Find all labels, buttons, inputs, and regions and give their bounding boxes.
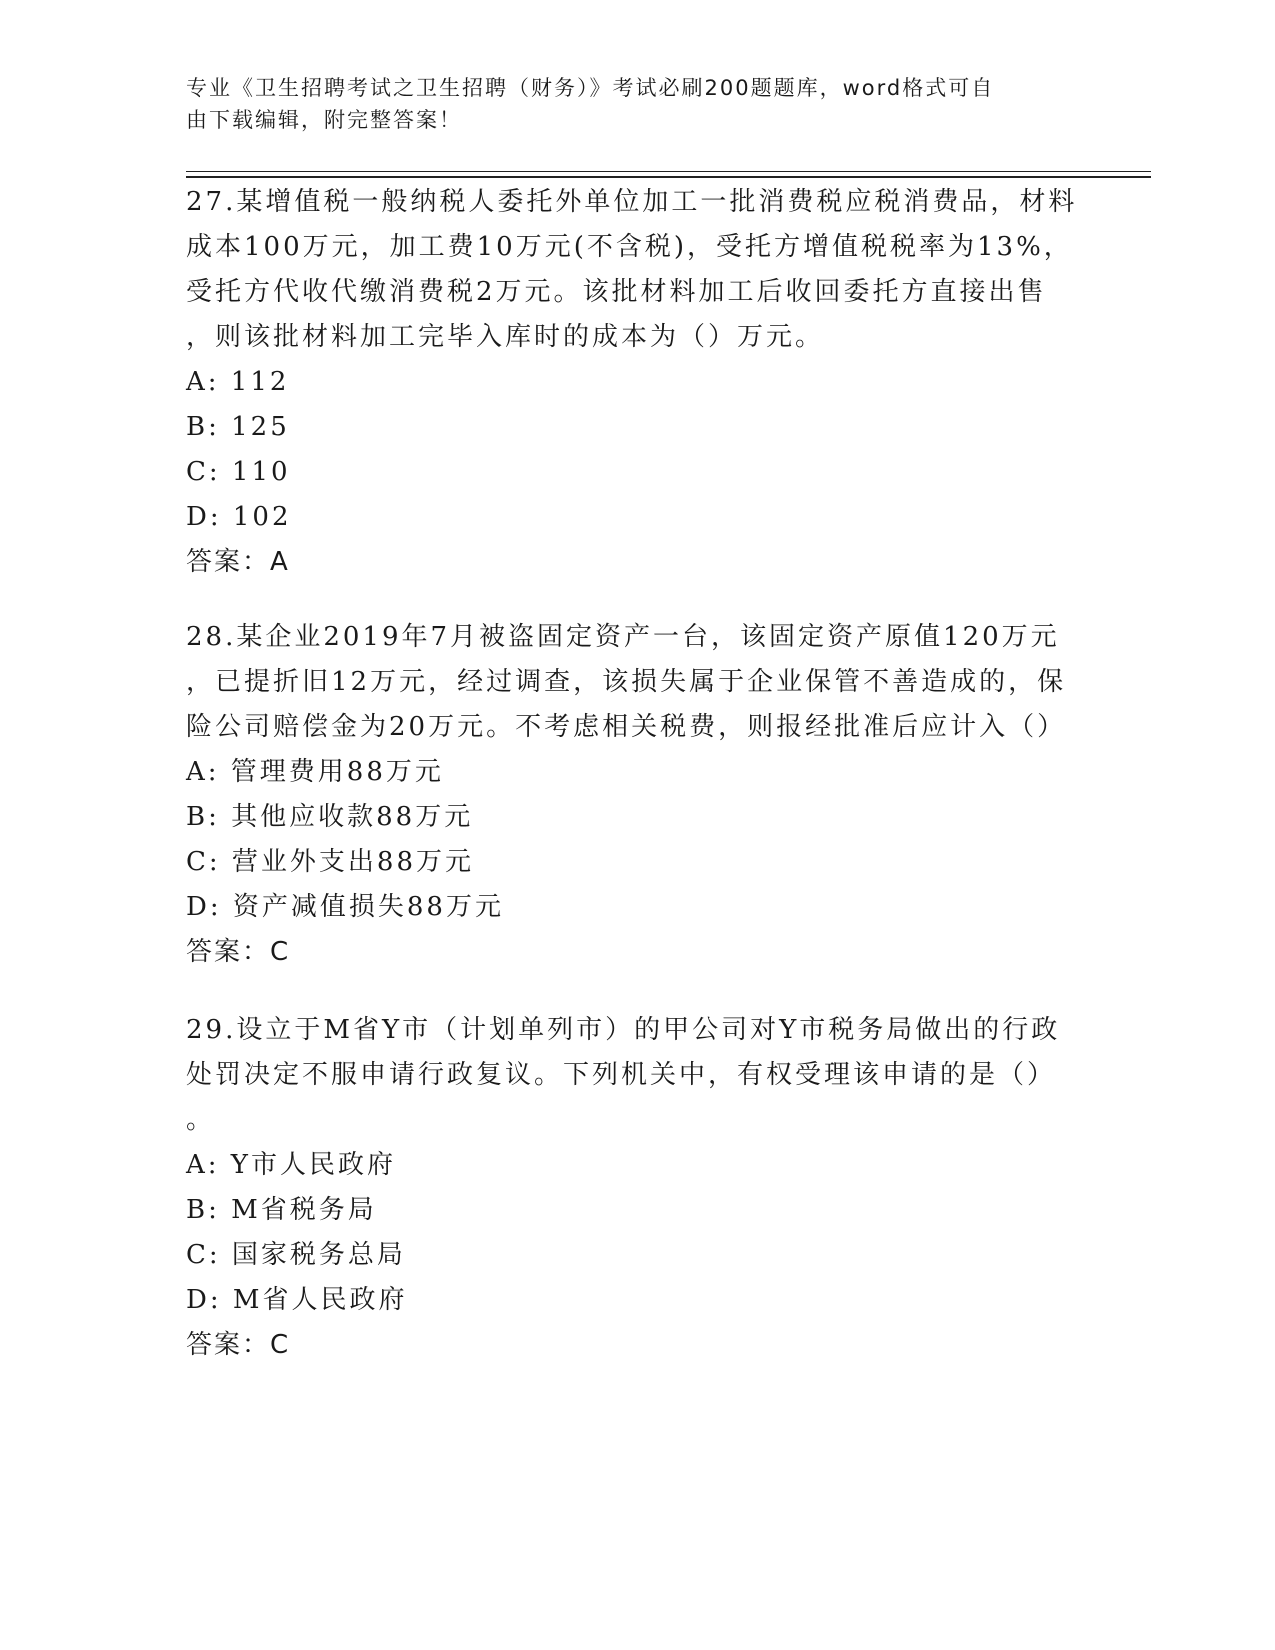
question-stem-line: 险公司赔偿金为20万元。不考虑相关税费，则报经批准后应计入（）	[186, 712, 1067, 742]
question-stem-line: 28.某企业2019年7月被盗固定资产一台，该固定资产原值120万元	[186, 622, 1060, 652]
option-d: D: 资产减值损失88万元	[186, 892, 504, 922]
header-divider-thick	[186, 176, 1151, 178]
option-d: D: M省人民政府	[186, 1285, 408, 1315]
question-stem-line: 27.某增值税一般纳税人委托外单位加工一批消费税应税消费品，材料	[186, 187, 1078, 217]
answer-line: 答案：C	[186, 937, 291, 967]
question-stem-line: 。	[186, 1105, 216, 1135]
document-header	[186, 72, 1066, 136]
option-d: D: 102	[186, 502, 292, 532]
header-title-line-2: 由下载编辑，附完整答案！	[186, 108, 462, 132]
option-a: A: Y市人民政府	[186, 1150, 396, 1180]
option-b: B: M省税务局	[186, 1195, 377, 1225]
question-stem-line: ，则该批材料加工完毕入库时的成本为（）万元。	[186, 322, 825, 352]
question-28	[186, 615, 1086, 975]
option-a: A: 管理费用88万元	[186, 757, 444, 787]
option-c: C: 营业外支出88万元	[186, 847, 475, 877]
answer-line: 答案：C	[186, 1330, 291, 1360]
answer-line: 答案：A	[186, 547, 290, 577]
option-c: C: 110	[186, 457, 291, 487]
question-27	[186, 180, 1086, 585]
option-b: B: 其他应收款88万元	[186, 802, 474, 832]
question-stem-line: 成本100万元，加工费10万元(不含税)，受托方增值税税率为13%，	[186, 232, 1073, 262]
question-stem-line: 29.设立于M省Y市（计划单列市）的甲公司对Y市税务局做出的行政	[186, 1015, 1061, 1045]
option-b: B: 125	[186, 412, 290, 442]
option-c: C: 国家税务总局	[186, 1240, 406, 1270]
header-title-line-1: 专业《卫生招聘考试之卫生招聘（财务）》考试必刷200题题库，word格式可自	[186, 76, 995, 100]
question-stem-line: 处罚决定不服申请行政复议。下列机关中，有权受理该申请的是（）	[186, 1060, 1057, 1090]
header-divider-thin	[186, 171, 1151, 172]
question-29	[186, 1008, 1086, 1368]
question-stem-line: 受托方代收代缴消费税2万元。该批材料加工后收回委托方直接出售	[186, 277, 1047, 307]
question-stem-line: ，已提折旧12万元，经过调查，该损失属于企业保管不善造成的，保	[186, 667, 1067, 697]
option-a: A: 112	[186, 367, 290, 397]
